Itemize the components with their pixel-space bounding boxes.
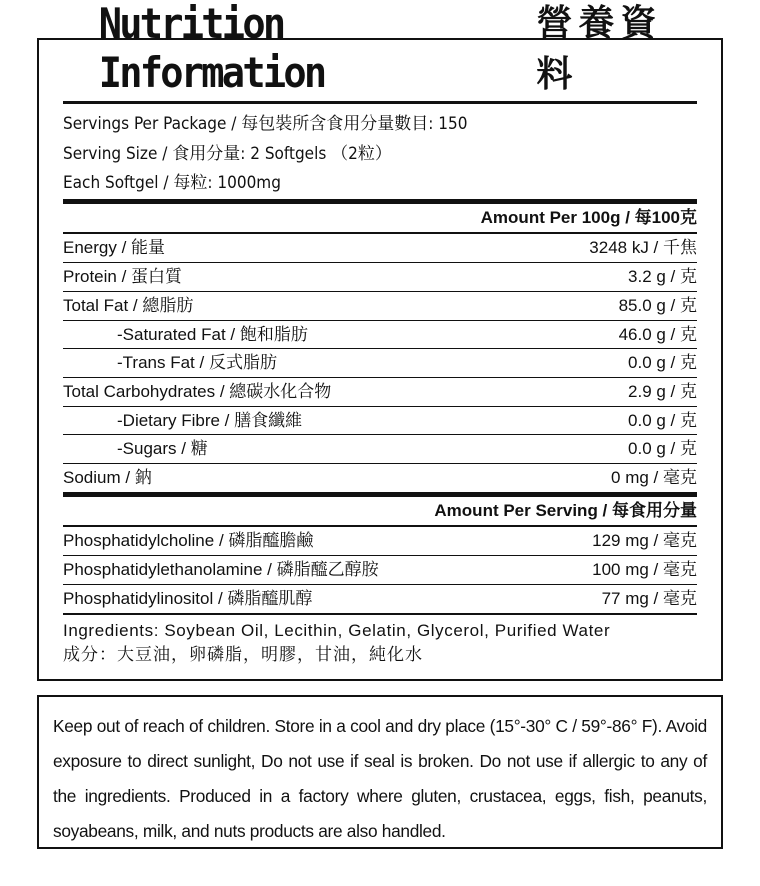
each-softgel: Each Softgel / 每粒: 1000mg <box>63 173 281 193</box>
nutrient-name: -Trans Fat / 反式脂肪 <box>117 353 277 373</box>
nutrient-name: Sodium / 鈉 <box>63 468 152 487</box>
serving-size: Serving Size / 食用分量: 2 Softgels （2粒） <box>63 143 392 164</box>
per-100g-table <box>63 234 697 492</box>
table-row <box>63 291 697 320</box>
ingredients <box>63 615 697 667</box>
per-100g-header: Amount Per 100g / 每100克 <box>480 207 697 227</box>
nutrient-value: 3248 kJ / 千焦 <box>589 237 697 257</box>
nutrient-value: 85.0 g / 克 <box>618 295 697 315</box>
nutrient-value: 129 mg / 毫克 <box>592 530 697 550</box>
nutrient-name: -Dietary Fibre / 膳食纖維 <box>117 410 303 430</box>
nutrient-name: Total Carbohydrates / 總碳水化合物 <box>63 381 332 401</box>
nutrient-name: Protein / 蛋白質 <box>63 267 183 287</box>
warning-text: Keep out of reach of children. Store in a cool and dry place (15°-30° C / 59°-86° F). Avoid exposure to direct sunlight, Do not use if seal is broken. Do not use if allergic to any of the ingredients. Produced in a factory where gluten, crustacea, eggs, fish, peanuts, soyabeans, milk, and nuts products are also handled. <box>53 716 707 841</box>
nutrient-name: Energy / 能量 <box>63 237 166 257</box>
table-row <box>63 234 697 263</box>
nutrient-name: Phosphatidylinositol / 磷脂醯肌醇 <box>63 589 313 609</box>
nutrient-value: 2.9 g / 克 <box>628 381 697 401</box>
nutrient-name: -Saturated Fat / 飽和脂肪 <box>117 324 308 344</box>
ingredients-chinese: 成分：大豆油，卵磷脂，明膠，甘油，純化水 <box>63 644 423 664</box>
table-row <box>63 348 697 377</box>
per-serving-header: Amount Per Serving / 每食用分量 <box>434 500 697 520</box>
table-row <box>63 584 697 613</box>
nutrient-value: 0.0 g / 克 <box>628 410 697 430</box>
title-bar <box>63 0 697 104</box>
title-english: Nutrition Information <box>98 0 325 97</box>
table-row <box>63 377 697 406</box>
nutrient-value: 0 mg / 毫克 <box>611 468 697 487</box>
servings-per-package: Servings Per Package / 每包裝所含食用分量數目: 150 <box>63 114 468 134</box>
nutrient-name: Phosphatidylethanolamine / 磷脂醯乙醇胺 <box>63 560 379 580</box>
nutrient-name: -Sugars / 糖 <box>117 439 208 459</box>
serving-info <box>63 104 697 199</box>
nutrient-name: Phosphatidylcholine / 磷脂醯膽鹼 <box>63 530 314 550</box>
table-row <box>63 262 697 291</box>
warning-box <box>37 695 723 849</box>
nutrient-value: 0.0 g / 克 <box>628 439 697 459</box>
table-row <box>63 320 697 349</box>
title-chinese: 營養資料 <box>536 3 663 95</box>
table-row <box>63 527 697 556</box>
nutrition-panel <box>37 0 723 681</box>
ingredients-english: Ingredients: Soybean Oil, Lecithin, Gelatin, Glycerol, Purified Water <box>63 620 611 640</box>
table-row <box>63 406 697 435</box>
table-row <box>63 555 697 584</box>
nutrient-name: Total Fat / 總脂肪 <box>63 295 194 315</box>
per-serving-table <box>63 527 697 613</box>
nutrient-value: 0.0 g / 克 <box>628 353 697 373</box>
nutrient-value: 77 mg / 毫克 <box>601 589 697 609</box>
nutrient-value: 46.0 g / 克 <box>618 324 697 344</box>
nutrient-value: 3.2 g / 克 <box>628 267 697 287</box>
table-row <box>63 434 697 463</box>
table-row <box>63 463 697 492</box>
nutrient-value: 100 mg / 毫克 <box>592 560 697 580</box>
